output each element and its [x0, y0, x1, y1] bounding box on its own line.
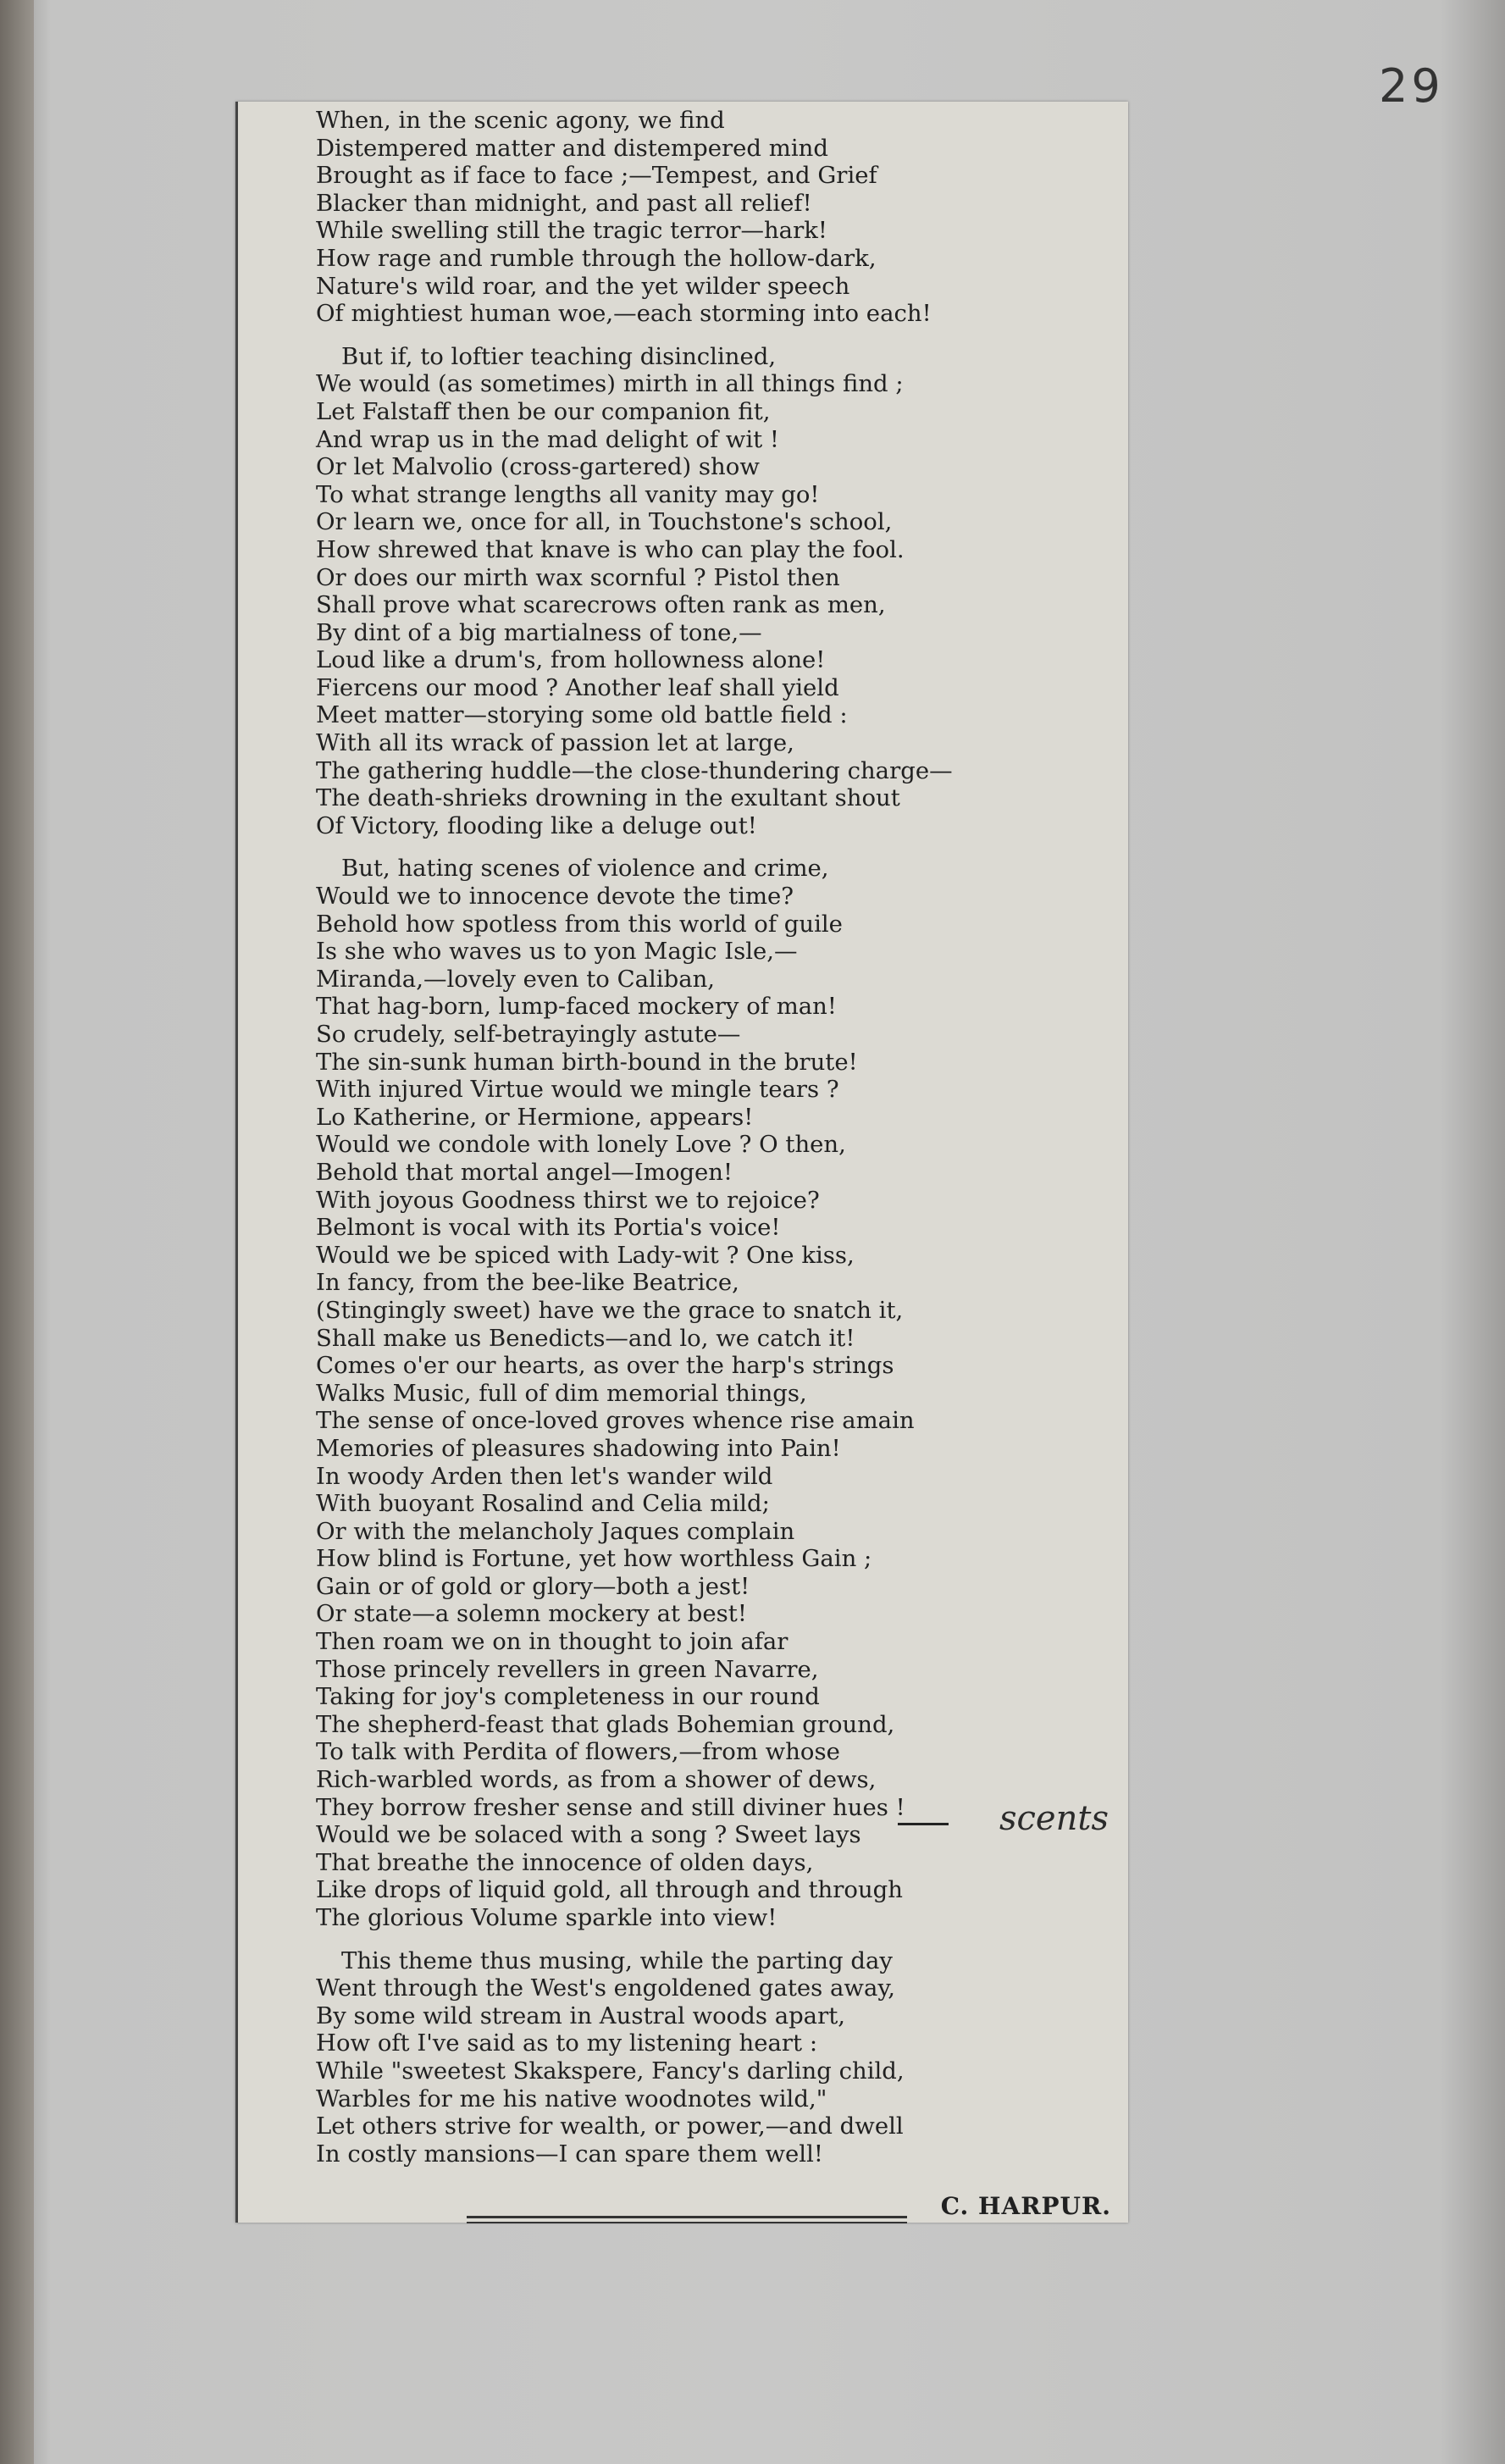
newspaper-clipping — [235, 102, 1128, 2223]
poem-line: Let others strive for wealth, or power,—and dwell — [316, 2112, 904, 2140]
poem-line: So crudely, self-betrayingly astute— — [316, 1021, 741, 1048]
stanza-2 — [316, 343, 1104, 840]
poem-line: How blind is Fortune, yet how worthless Gain ; — [316, 1545, 872, 1573]
poem-line: The gathering huddle—the close-thundering charge— — [316, 756, 953, 784]
poem-line: In costly mansions—I can spare them well! — [316, 2140, 823, 2168]
poem-line: Would we to innocence devote the time? — [316, 883, 794, 911]
poem-line: Blacker than midnight, and past all relief! — [316, 189, 812, 217]
poem-line: Shall prove what scarecrows often rank as men, — [316, 591, 886, 619]
page-number: 29 — [1379, 59, 1444, 113]
poem-line: The sense of once-loved groves whence rise amain — [316, 1407, 915, 1435]
poem-line: That breathe the innocence of olden days, — [316, 1848, 814, 1876]
poem-line: Walks Music, full of dim memorial things, — [316, 1379, 807, 1407]
poem-line: In woody Arden then let's wander wild — [316, 1462, 773, 1490]
handwritten-margin-note: scents — [999, 1799, 1109, 1838]
poem-line: Is she who waves us to yon Magic Isle,— — [316, 938, 798, 966]
poem-line: The death-shrieks drowning in the exultant shout — [316, 784, 900, 812]
stanza-3 — [316, 855, 1104, 1931]
poem-line: Taking for joy's completeness in our round — [316, 1683, 820, 1711]
author-signature: C. HARPUR. — [940, 2192, 1111, 2220]
poem-line: Behold that mortal angel—Imogen! — [316, 1158, 733, 1186]
poem-line: Belmont is vocal with its Portia's voice! — [316, 1214, 781, 1242]
poem-line: The shepherd-feast that glads Bohemian ground, — [316, 1710, 895, 1738]
poem-line: While swelling still the tragic terror—hark! — [316, 217, 827, 245]
poem-line: Like drops of liquid gold, all through and through — [316, 1876, 903, 1904]
stanza-1 — [316, 107, 1104, 328]
poem-line: Then roam we on in thought to join afar — [316, 1628, 788, 1656]
poem-line: Memories of pleasures shadowing into Pain! — [316, 1434, 841, 1462]
poem-line: Loud like a drum's, from hollowness alone! — [316, 646, 826, 674]
poem-line: By dint of a big martialness of tone,— — [316, 618, 762, 646]
poem-line: Or with the melancholy Jaques complain — [316, 1517, 795, 1545]
poem-line: Fiercens our mood ? Another leaf shall yield — [316, 673, 839, 701]
poem-line: Would we be spiced with Lady-wit ? One kiss, — [316, 1241, 855, 1269]
poem-line: Brought as if face to face ;—Tempest, and Grief — [316, 162, 877, 190]
poem-line: Distempered matter and distempered mind — [316, 134, 828, 162]
poem-line: Went through the West's engoldened gates away, — [316, 1974, 895, 2002]
poem-line: Those princely revellers in green Navarre, — [316, 1655, 819, 1683]
poem-line: When, in the scenic agony, we find — [316, 107, 725, 134]
closing-rule — [467, 2216, 907, 2223]
poem-line: This theme thus musing, while the parting day — [341, 1946, 893, 1974]
stanza-4 — [316, 1947, 1104, 2168]
poem-line: Gain or of gold or glory—both a jest! — [316, 1572, 750, 1600]
book-spine — [0, 0, 34, 2464]
poem-line: Comes o'er our hearts, as over the harp's strings — [316, 1352, 894, 1380]
poem-line: Rich-warbled words, as from a shower of dews, — [316, 1766, 877, 1794]
poem-line: Let Falstaff then be our companion fit, — [316, 397, 771, 425]
poem-line: With all its wrack of passion let at large, — [316, 729, 794, 757]
poem-line: Or does our mirth wax scornful ? Pistol then — [316, 563, 840, 591]
poem-line: With buoyant Rosalind and Celia mild; — [316, 1490, 770, 1518]
poem-line: But, hating scenes of violence and crime, — [341, 855, 829, 883]
poem-line: Of mightiest human woe,—each storming into each! — [316, 300, 932, 328]
poem-line: (Stingingly sweet) have we the grace to snatch it, — [316, 1296, 904, 1324]
poem-line: While "sweetest Skakspere, Fancy's darling child, — [316, 2057, 905, 2085]
poem-line: But if, to loftier teaching disinclined, — [341, 342, 777, 370]
poem-line: Or let Malvolio (cross-gartered) show — [316, 453, 760, 481]
poem-text — [316, 107, 1104, 2168]
poem-line: They borrow fresher sense and still diviner hues ! — [316, 1793, 905, 1821]
poem-line: How oft I've said as to my listening heart : — [316, 2029, 818, 2057]
poem-line: Miranda,—lovely even to Caliban, — [316, 965, 716, 993]
poem-line: Nature's wild roar, and the yet wilder speech — [316, 272, 850, 300]
poem-line: Or state—a solemn mockery at best! — [316, 1600, 747, 1628]
poem-line: To what strange lengths all vanity may go! — [316, 480, 820, 508]
poem-line: To talk with Perdita of flowers,—from whose — [316, 1738, 840, 1766]
poem-line: That hag-born, lump-faced mockery of man! — [316, 993, 837, 1021]
poem-line: Behold how spotless from this world of guile — [316, 910, 843, 938]
poem-line: Shall make us Benedicts—and lo, we catch it! — [316, 1324, 855, 1352]
poem-line: Lo Katherine, or Hermione, appears! — [316, 1103, 754, 1131]
poem-line: With joyous Goodness thirst we to rejoice? — [316, 1186, 820, 1214]
poem-line: How rage and rumble through the hollow-dark, — [316, 244, 877, 272]
poem-line: Of Victory, flooding like a deluge out! — [316, 811, 757, 839]
poem-line: And wrap us in the mad delight of wit ! — [316, 425, 779, 453]
poem-line: The glorious Volume sparkle into view! — [316, 1904, 777, 1931]
poem-line: Or learn we, once for all, in Touchstone's school, — [316, 508, 893, 536]
poem-line: Warbles for me his native woodnotes wild," — [316, 2085, 827, 2112]
poem-line: Would we be solaced with a song ? Sweet lays — [316, 1821, 861, 1849]
poem-line: Meet matter—storying some old battle field : — [316, 701, 848, 729]
poem-line: By some wild stream in Austral woods apart, — [316, 2002, 846, 2029]
poem-line: In fancy, from the bee-like Beatrice, — [316, 1269, 739, 1297]
poem-line: How shrewed that knave is who can play the fool. — [316, 535, 905, 563]
strikethrough-mark — [898, 1823, 949, 1825]
poem-line: Would we condole with lonely Love ? O then, — [316, 1131, 846, 1159]
poem-line: The sin-sunk human birth-bound in the brute! — [316, 1048, 858, 1076]
poem-line: We would (as sometimes) mirth in all things find ; — [316, 370, 904, 398]
poem-line: With injured Virtue would we mingle tears ? — [316, 1076, 839, 1104]
